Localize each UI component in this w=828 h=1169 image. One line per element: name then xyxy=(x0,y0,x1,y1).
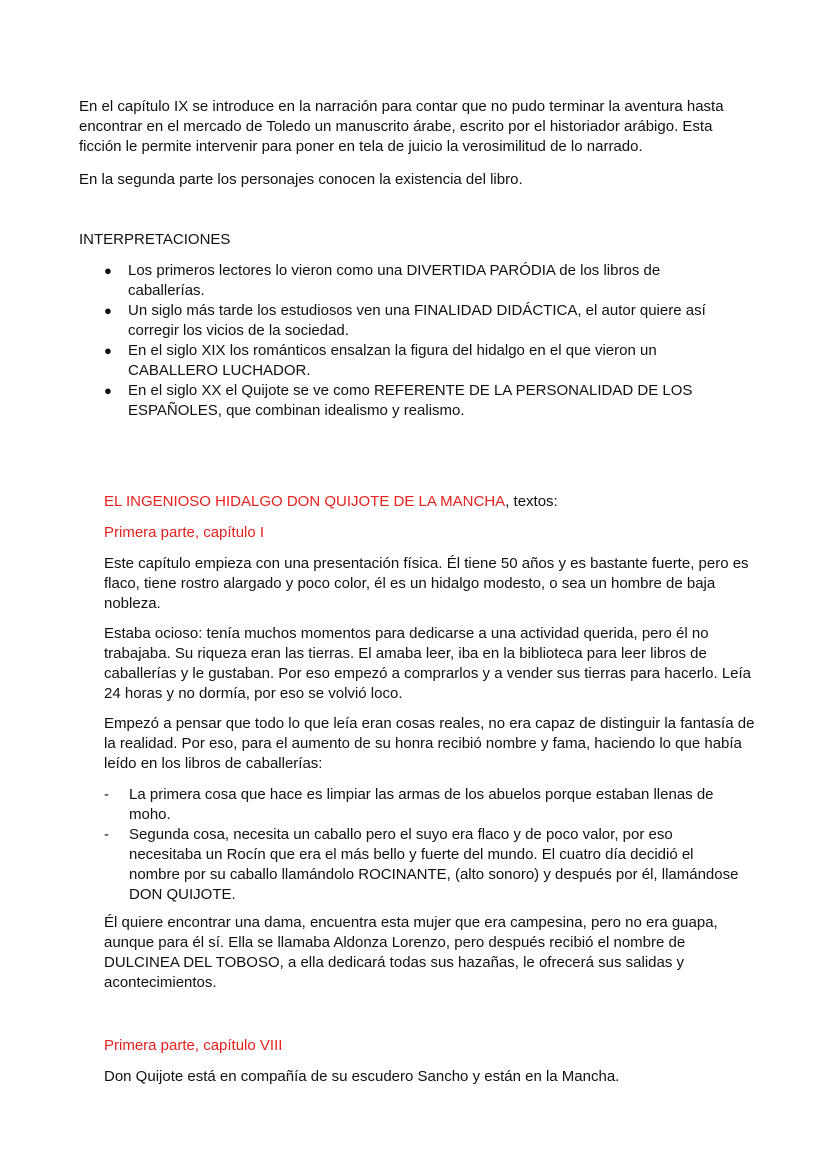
chapter1-paragraph-2: Estaba ocioso: tenía muchos momentos para dedicarse a una actividad querida, pero él no trabajaba. Su riqueza eran las tierras. El amaba leer, iba en la biblioteca para leer libros de caballerías y le gustaban. Por eso empezó a comprarlos y a vender sus tierras para hacerlo. Leía 24 horas y no dormía, por eso se volvió loco. xyxy=(104,625,752,702)
chapter1-paragraph-4: Él quiere encontrar una dama, encuentra esta mujer que era campesina, pero no era guapa, aunque para él sí. Ella se llamaba Aldonza Lorenzo, pero después recibió el nombre de DULCINEA DEL TOBOSO, a ella dedicará todas sus hazañas, le ofrecerá sus salidas y acontecimientos. xyxy=(104,914,718,991)
list-item xyxy=(79,261,739,301)
bullet-icon: ● xyxy=(104,383,112,398)
bullet-icon: ● xyxy=(104,343,112,358)
chapter1-paragraph-1: Este capítulo empieza con una presentación física. Él tiene 50 años y es bastante fuerte, pero es flaco, tiene rostro alargado y poco color, él es un hidalgo modesto, o sea un hombre de baja nobleza. xyxy=(104,555,749,612)
section-title-suffix: , textos: xyxy=(505,493,558,510)
list-item xyxy=(104,785,744,825)
list-item-text: Los primeros lectores lo vieron como una DIVERTIDA PARÓDIA de los libros de caballerías. xyxy=(128,262,661,299)
intro-paragraph-2: En la segunda parte los personajes conocen la existencia del libro. xyxy=(79,171,523,188)
section-title-red: EL INGENIOSO HIDALGO DON QUIJOTE DE LA MANCHA xyxy=(104,493,506,510)
list-item-text: En el siglo XIX los románticos ensalzan la figura del hidalgo en el que vieron un CABALLERO LUCHADOR. xyxy=(128,342,657,379)
list-item-text: La primera cosa que hace es limpiar las armas de los abuelos porque estaban llenas de moho. xyxy=(129,786,714,823)
list-item-text: Segunda cosa, necesita un caballo pero el suyo era flaco y de poco valor, por eso necesitaba un Rocín que era el más bello y fuerte del mundo. El cuatro día decidió el nombre por su caballo llamándolo ROCINANTE, (alto sonoro) y después por él, llamándose DON QUIJOTE. xyxy=(129,826,739,903)
bullet-icon: ● xyxy=(104,303,112,318)
interpretations-list xyxy=(79,261,739,421)
list-item xyxy=(104,825,744,905)
chapter-heading-1: Primera parte, capítulo I xyxy=(104,524,265,541)
dash-icon: - xyxy=(104,786,109,803)
interpretations-heading: INTERPRETACIONES xyxy=(79,231,231,248)
chapter8-paragraph-1: Don Quijote está en compañía de su escudero Sancho y están en la Mancha. xyxy=(104,1068,620,1085)
intro-paragraph-1: En el capítulo IX se introduce en la narración para contar que no pudo terminar la aventura hasta encontrar en el mercado de Toledo un manuscrito árabe, escrito por el historiador arábigo. Esta ficción le permite intervenir para poner en tela de juicio la verosimilitud de lo narrado. xyxy=(79,98,724,155)
chapter-heading-8: Primera parte, capítulo VIII xyxy=(104,1037,283,1054)
section-title xyxy=(104,492,558,512)
dash-icon: - xyxy=(104,826,109,843)
bullet-icon: ● xyxy=(104,263,112,278)
list-item xyxy=(79,301,739,341)
chapter1-paragraph-3: Empezó a pensar que todo lo que leía eran cosas reales, no era capaz de distinguir la fantasía de la realidad. Por eso, para el aumento de su honra recibió nombre y fama, haciendo lo que había leído en los libros de caballerías: xyxy=(104,715,755,772)
list-item-text: En el siglo XX el Quijote se ve como REFERENTE DE LA PERSONALIDAD DE LOS ESPAÑOLES, que combinan idealismo y realismo. xyxy=(128,382,693,419)
list-item-text: Un siglo más tarde los estudiosos ven una FINALIDAD DIDÁCTICA, el autor quiere así corregir los vicios de la sociedad. xyxy=(128,302,706,339)
list-item xyxy=(79,381,739,421)
list-item xyxy=(79,341,739,381)
chapter1-dash-list xyxy=(104,785,744,905)
